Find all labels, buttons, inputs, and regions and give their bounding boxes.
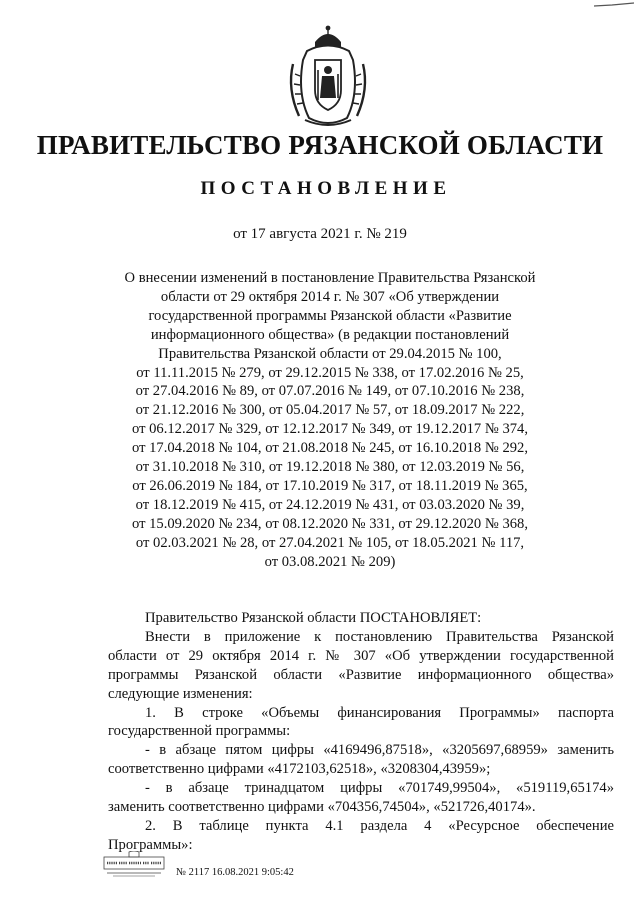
document-date-number: от 17 августа 2021 г. № 219 (233, 226, 407, 242)
item-2-line: Программы»: (108, 836, 193, 853)
document-body (108, 609, 614, 855)
subject-line: государственной программы Рязанской области «Развитие (148, 307, 512, 324)
decree-line: Правительство Рязанской области ПОСТАНОВЛЯЕТ: (145, 610, 482, 626)
item-1-line: государственной программы: (108, 723, 291, 740)
ryazan-coat-of-arms-icon (285, 24, 371, 128)
intro-line: следующие изменения: (108, 685, 253, 702)
subject-line: от 06.12.2017 № 329, от 12.12.2017 № 349, от 19.12.2017 № 374, (132, 421, 528, 438)
scan-edge-mark (594, 2, 634, 8)
subject-line: Правительства Рязанской области от 29.04.2015 № 100, (158, 345, 502, 362)
intro-line: программы Рязанской области «Развитие информационного общества» (108, 666, 614, 683)
document-type: ПОСТАНОВЛЕНИЕ (200, 178, 452, 199)
document-subject (110, 269, 550, 572)
item-1-line: 1. В строке «Объемы финансирования Программы» паспорта (145, 704, 614, 721)
subject-line: от 26.06.2019 № 184, от 17.10.2019 № 317, от 18.11.2019 № 365, (132, 477, 528, 494)
subject-line: от 15.09.2020 № 234, от 08.12.2020 № 331, от 29.12.2020 № 368, (132, 515, 528, 532)
item-1b-line: заменить соответственно цифрами «704356,74504», «521726,40174». (108, 799, 536, 816)
intro-line: Внести в приложение к постановлению Правительства Рязанской (145, 628, 614, 645)
subject-line: от 31.10.2018 № 310, от 19.12.2018 № 380, от 12.03.2019 № 56, (135, 459, 525, 476)
subject-line: О внесении изменений в постановление Правительства Рязанской (124, 270, 536, 286)
subject-line: информационного общества» (в редакции постановлений (150, 326, 510, 343)
subject-line: от 27.04.2016 № 89, от 07.07.2016 № 149, от 07.10.2016 № 238, (135, 383, 525, 400)
intro-line: области от 29 октября 2014 г. № 307 «Об утверждении государственной (108, 647, 614, 664)
item-1b-line: - в абзаце тринадцатом цифры «701749,99504», «519119,65174» (145, 780, 614, 797)
subject-line: от 02.03.2021 № 28, от 27.04.2021 № 105, от 18.05.2021 № 117, (135, 534, 525, 551)
item-2-line: 2. В таблице пункта 4.1 раздела 4 «Ресурсное обеспечение (145, 817, 614, 834)
subject-line: от 18.12.2019 № 415, от 24.12.2019 № 431, от 03.03.2020 № 39, (135, 496, 525, 513)
registration-stamp: № 2117 16.08.2021 9:05:42 (176, 867, 294, 878)
government-title: ПРАВИТЕЛЬСТВО РЯЗАНСКОЙ ОБЛАСТИ (36, 130, 604, 160)
item-1a-line: - в абзаце пятом цифры «4169496,87518», «3205697,68959» заменить (145, 742, 614, 759)
subject-line: от 17.04.2018 № 104, от 21.08.2018 № 245, от 16.10.2018 № 292, (132, 440, 528, 457)
subject-line: от 11.11.2015 № 279, от 29.12.2015 № 338, от 17.02.2016 № 25, (136, 364, 524, 381)
item-1a-line: соответственно цифрами «4172103,62518», «3208304,43959»; (108, 761, 491, 778)
subject-line: от 03.08.2021 № 209) (264, 553, 396, 570)
subject-line: области от 29 октября 2014 г. № 307 «Об утверждении (160, 288, 500, 305)
subject-line: от 21.12.2016 № 300, от 05.04.2017 № 57, от 18.09.2017 № 222, (135, 402, 525, 419)
document-stamp-icon (103, 851, 165, 877)
